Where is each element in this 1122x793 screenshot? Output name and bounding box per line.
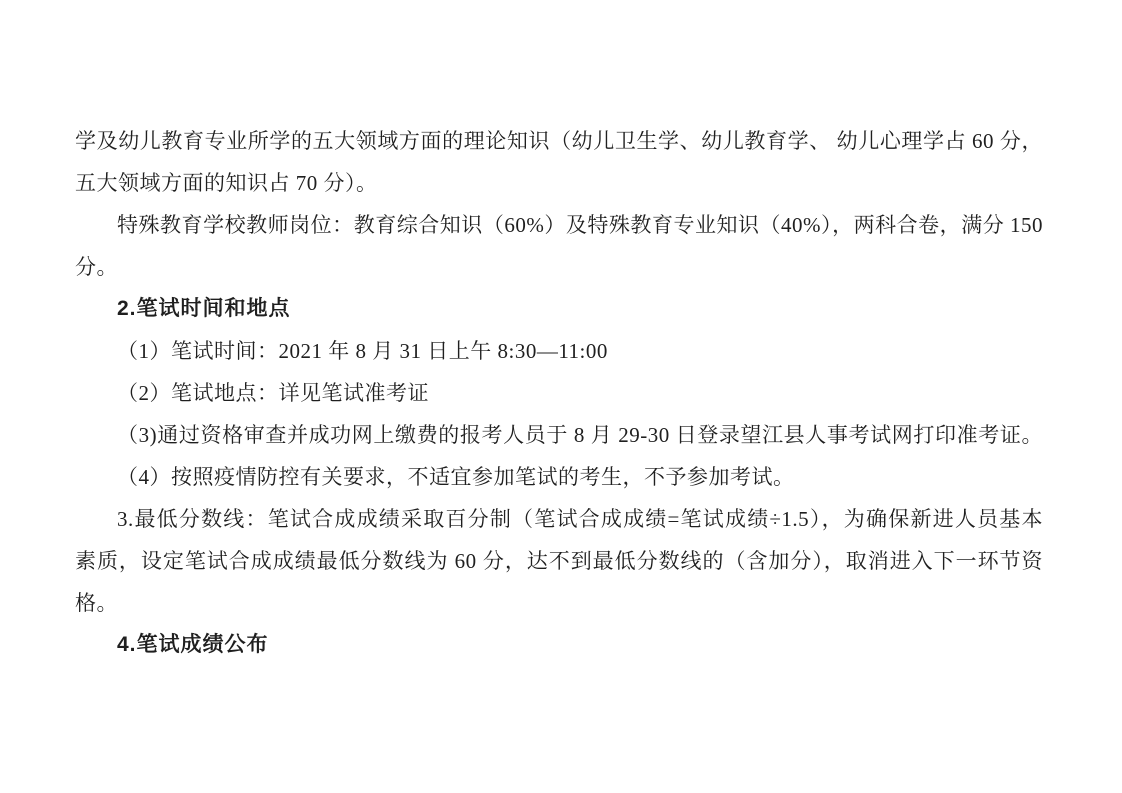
line-minimum-score-3: 格。 xyxy=(75,591,118,615)
line-kindergarten-knowledge-1: 学及幼儿教育专业所学的五大领域方面的理论知识（幼儿卫生学、幼儿教育学、 幼儿心理学占 60 分， xyxy=(75,129,1043,153)
line-special-education-2: 分。 xyxy=(75,255,118,279)
line-print-admission-ticket: （3)通过资格审查并成功网上缴费的报考人员于 8 月 29-30 日登录望江县人事考试网打印准考证。 xyxy=(117,423,1043,447)
line-exam-location: （2）笔试地点：详见笔试准考证 xyxy=(117,381,429,405)
line-epidemic-requirement: （4）按照疫情防控有关要求，不适宜参加笔试的考生，不予参加考试。 xyxy=(117,465,795,489)
line-minimum-score-1: 3.最低分数线：笔试合成成绩采取百分制（笔试合成成绩=笔试成绩÷1.5），为确保新进人员基本 xyxy=(117,507,1043,531)
heading-exam-time-place: 2.笔试时间和地点 xyxy=(117,297,291,320)
line-kindergarten-knowledge-2: 五大领域方面的知识占 70 分）。 xyxy=(75,171,378,195)
heading-score-announcement: 4.笔试成绩公布 xyxy=(117,633,269,656)
line-exam-time: （1）笔试时间：2021 年 8 月 31 日上午 8:30—11:00 xyxy=(117,339,608,363)
document-page xyxy=(75,120,1043,666)
line-special-education-1: 特殊教育学校教师岗位：教育综合知识（60%）及特殊教育专业知识（40%），两科合卷，满分 150 xyxy=(117,213,1043,237)
line-minimum-score-2: 素质，设定笔试合成成绩最低分数线为 60 分，达不到最低分数线的（含加分），取消进入下一环节资 xyxy=(75,549,1043,573)
